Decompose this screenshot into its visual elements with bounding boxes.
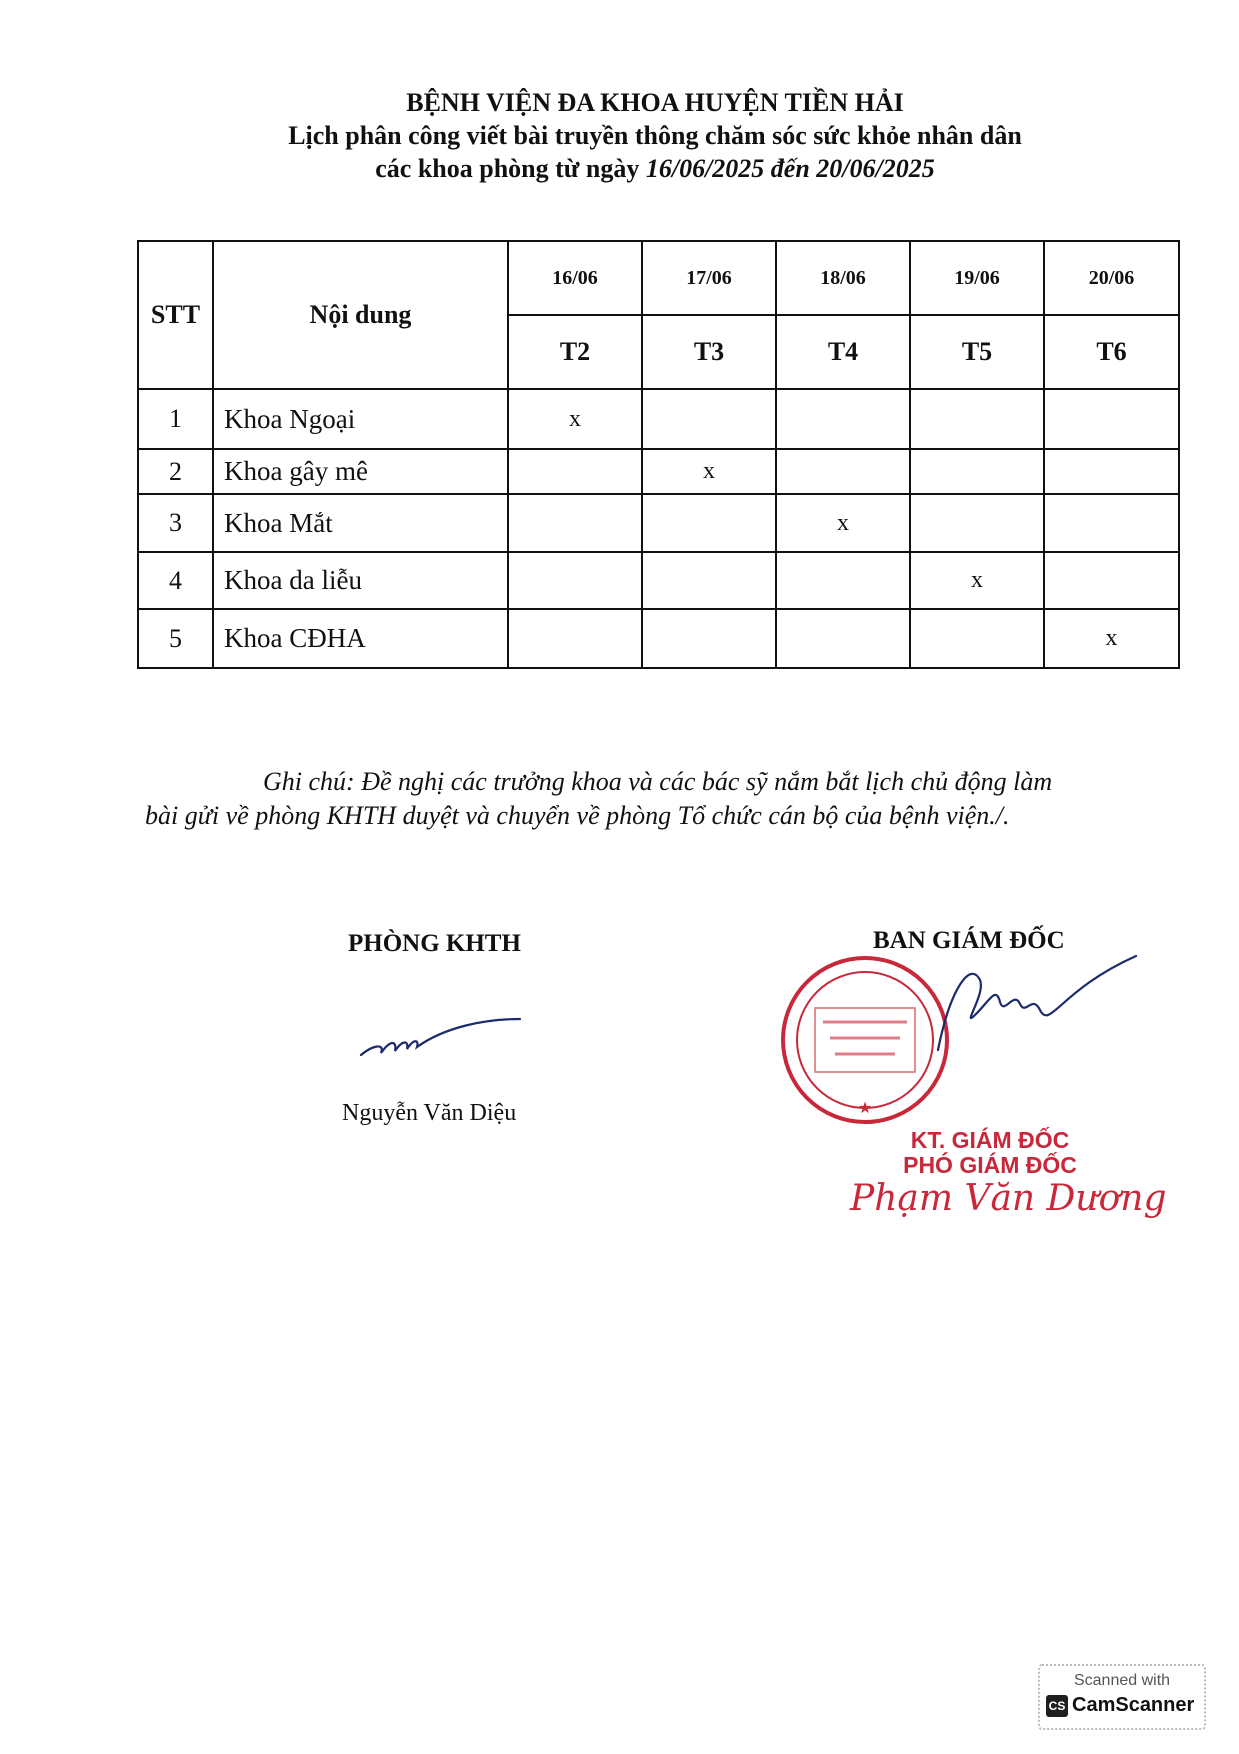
schedule-mark [642,389,776,449]
official-seal-icon [775,950,955,1130]
schedule-mark [508,494,642,552]
table-row [138,552,1179,609]
weekday-header: T6 [1044,315,1179,389]
row-number: 3 [138,494,213,552]
subtitle-prefix: các khoa phòng từ ngày [375,154,646,183]
left-signature-icon [355,1005,525,1065]
schedule-mark [910,389,1044,449]
table-row [138,389,1179,449]
weekday-header: T2 [508,315,642,389]
content-header: Nội dung [213,241,508,389]
left-signer-title: PHÒNG KHTH [348,930,521,957]
stamp-title [880,1128,1100,1178]
schedule-title: Lịch phân công viết bài truyền thông chăm sóc sức khỏe nhân dân [288,121,1022,150]
schedule-mark [1044,552,1179,609]
schedule-mark [642,552,776,609]
date-range: 16/06/2025 đến 20/06/2025 [645,154,935,183]
row-number: 5 [138,609,213,668]
schedule-mark [508,552,642,609]
schedule-mark [776,609,910,668]
stamp-signer-name: Phạm Văn Dương [850,1178,1167,1219]
left-signer-name: Nguyễn Văn Diệu [342,1100,517,1126]
date-header: 19/06 [910,241,1044,315]
note-line: bài gửi về phòng KHTH duyệt và chuyển về phòng Tổ chức cán bộ của bệnh viện./. [145,801,1010,830]
weekday-header: T4 [776,315,910,389]
weekday-header: T3 [642,315,776,389]
schedule-mark [910,609,1044,668]
schedule-mark: x [508,389,642,449]
date-header: 17/06 [642,241,776,315]
watermark-caption: Scanned with [1073,1672,1171,1689]
schedule-mark [1044,449,1179,494]
table-row [138,609,1179,668]
hospital-name: BỆNH VIỆN ĐA KHOA HUYỆN TIỀN HẢI [406,88,904,117]
right-signer-title: BAN GIÁM ĐỐC [873,927,1065,954]
row-number: 4 [138,552,213,609]
department-name: Khoa Mắt [213,494,508,552]
table-row [138,449,1179,494]
schedule-mark [776,389,910,449]
schedule-mark [776,449,910,494]
camscanner-logo-icon: CS [1046,1695,1068,1717]
department-name: Khoa Ngoại [213,389,508,449]
note-paragraph [145,765,1145,833]
date-header: 18/06 [776,241,910,315]
row-number: 1 [138,389,213,449]
department-name: Khoa gây mê [213,449,508,494]
schedule-mark: x [776,494,910,552]
schedule-mark [910,449,1044,494]
schedule-mark [776,552,910,609]
director-signature-icon [930,950,1140,1060]
date-header: 20/06 [1044,241,1179,315]
camscanner-watermark [1038,1664,1206,1730]
schedule-mark: x [642,449,776,494]
schedule-mark [1044,389,1179,449]
department-name: Khoa da liễu [213,552,508,609]
department-name: Khoa CĐHA [213,609,508,668]
weekday-header: T5 [910,315,1044,389]
svg-text:★: ★ [857,1100,873,1117]
schedule-mark [642,494,776,552]
schedule-mark: x [1044,609,1179,668]
schedule-mark [1044,494,1179,552]
table-row [138,494,1179,552]
note-line: Ghi chú: Đề nghị các trưởng khoa và các bác sỹ nắm bắt lịch chủ động làm [263,767,1053,796]
stt-header: STT [138,241,213,389]
schedule-mark: x [910,552,1044,609]
row-number: 2 [138,449,213,494]
document-header [0,86,1239,185]
schedule-mark [642,609,776,668]
stamp-line: PHÓ GIÁM ĐỐC [903,1152,1077,1178]
schedule-table [137,240,1180,669]
schedule-subtitle [0,152,1239,185]
stamp-line: KT. GIÁM ĐỐC [910,1127,1070,1153]
date-header: 16/06 [508,241,642,315]
schedule-mark [508,449,642,494]
schedule-mark [508,609,642,668]
schedule-mark [910,494,1044,552]
watermark-brand: CamScanner [1072,1694,1195,1716]
